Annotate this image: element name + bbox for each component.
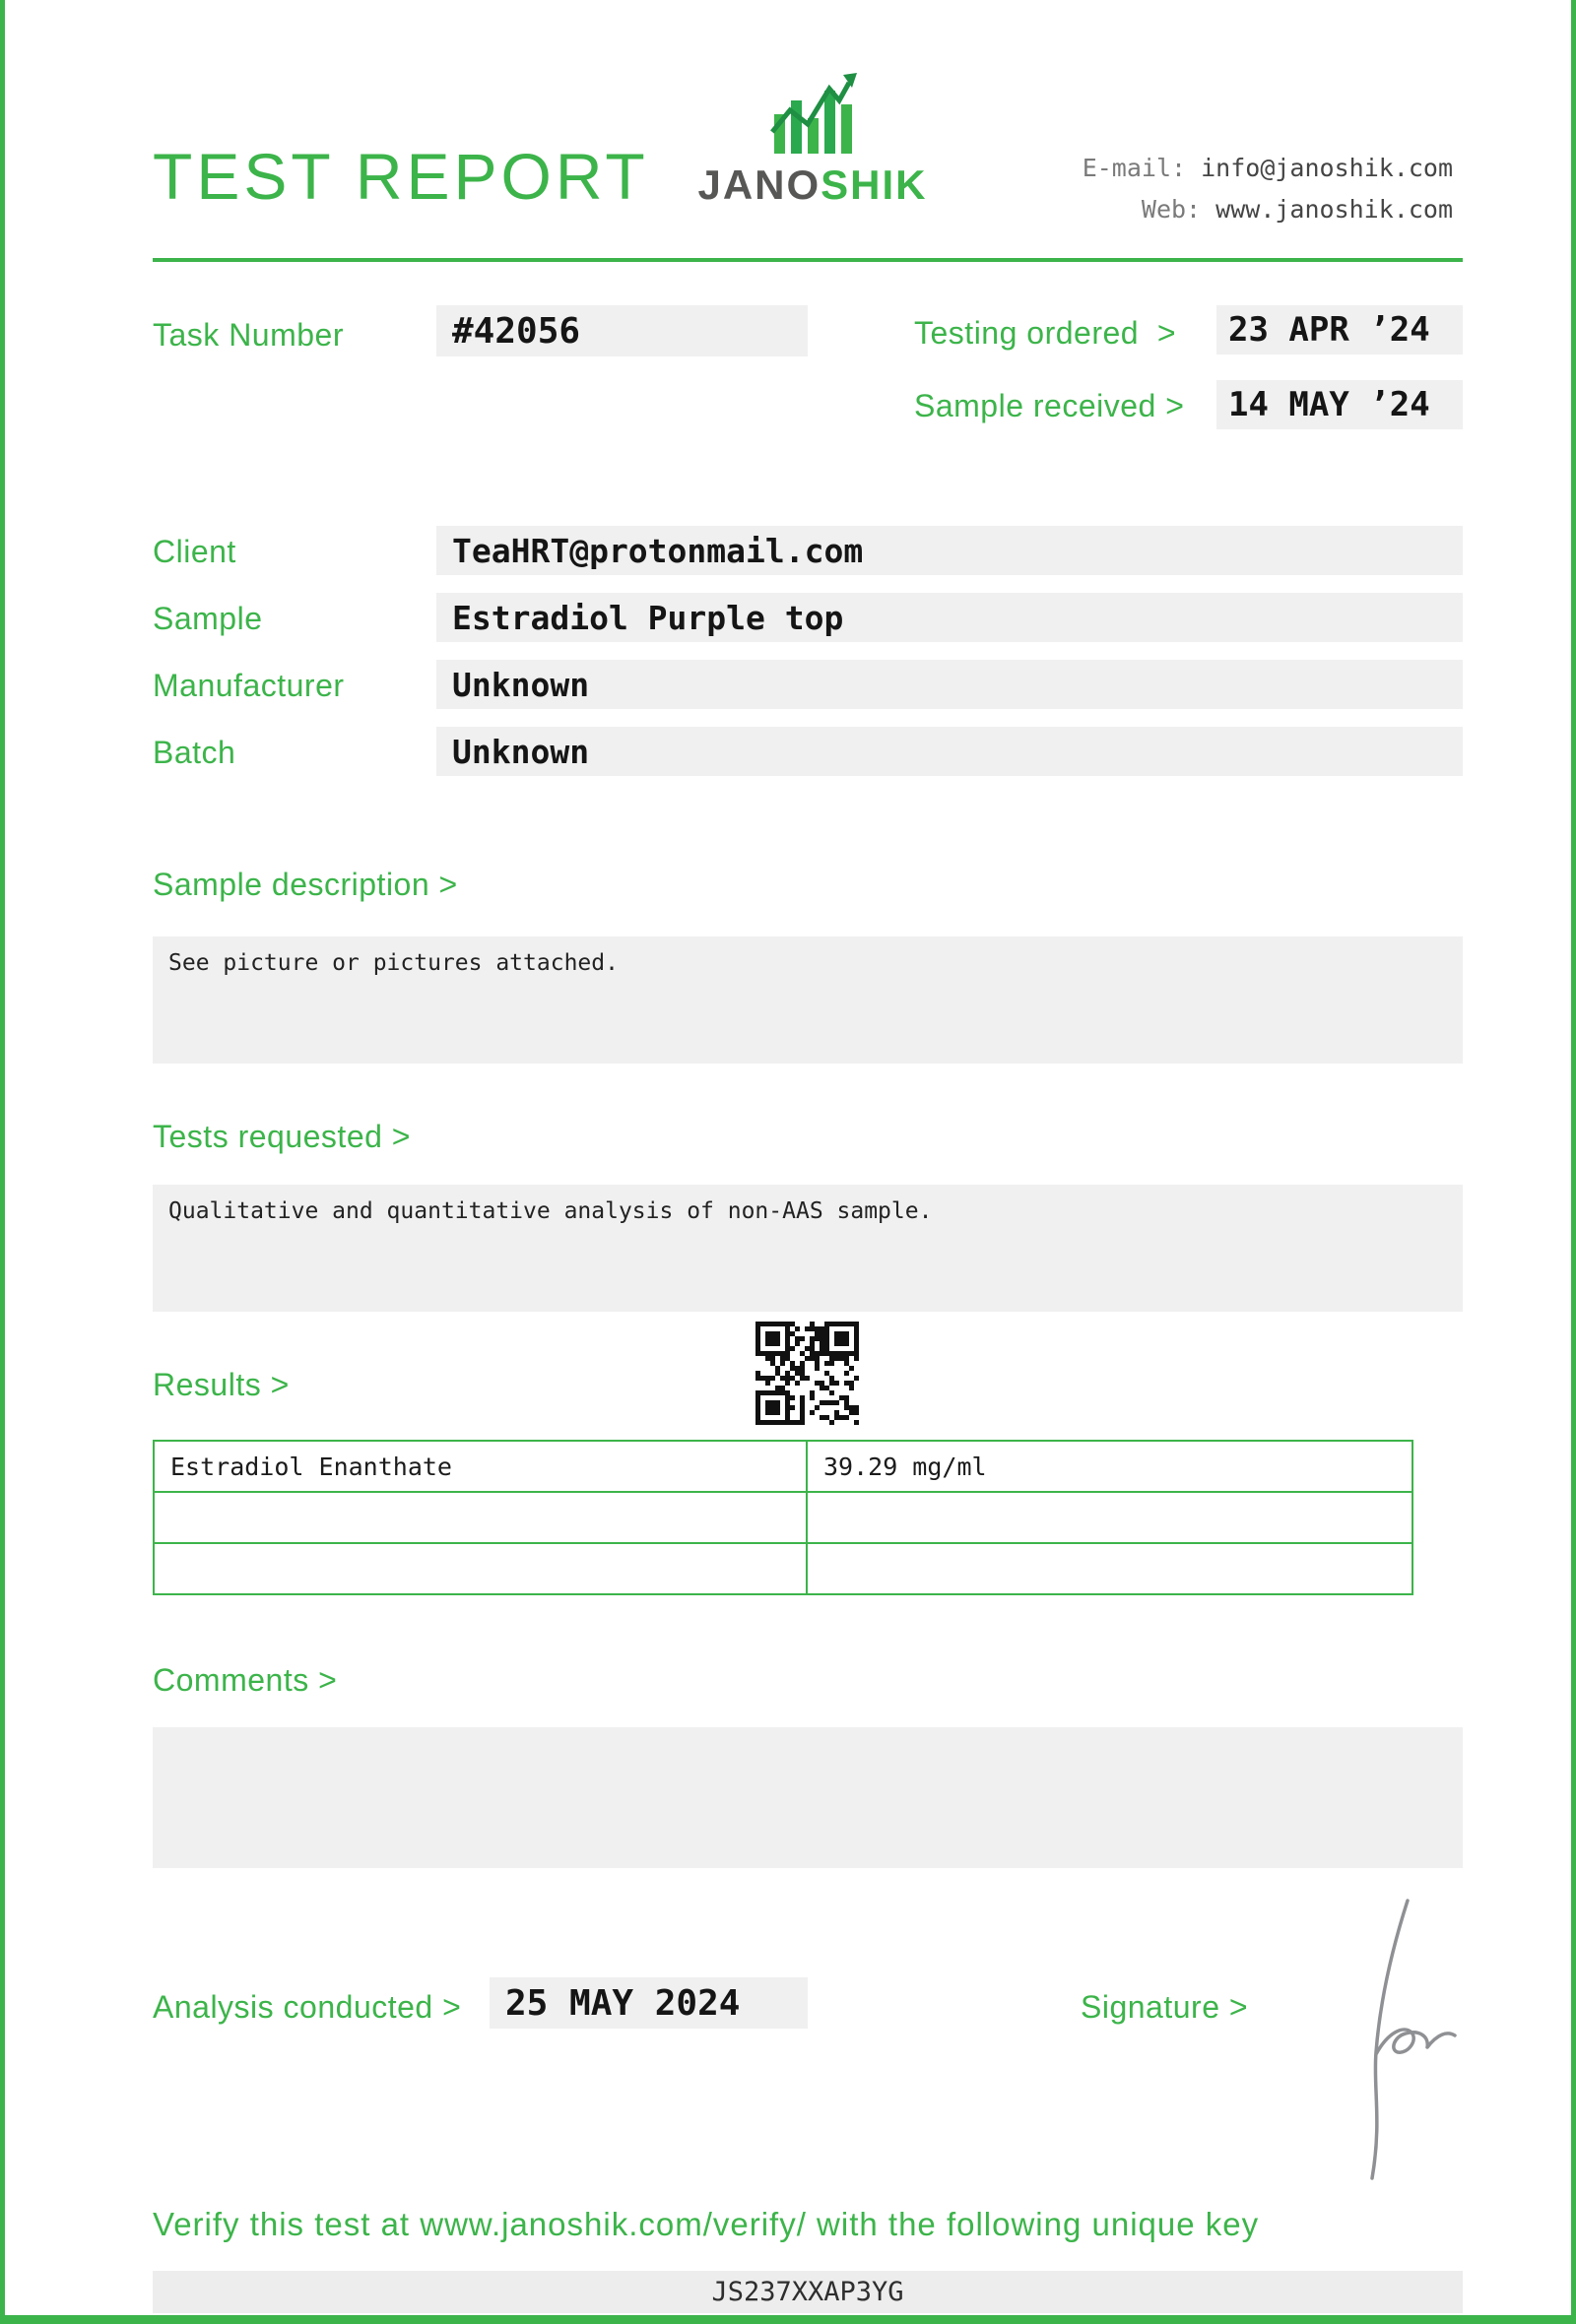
unique-key: JS237XXAP3YG [153, 2271, 1463, 2313]
logo-wordmark [692, 161, 933, 208]
logo-bar-chart-icon [768, 71, 857, 158]
results-substance-cell [155, 1544, 808, 1593]
results-row [155, 1442, 1412, 1491]
results-substance-cell [155, 1493, 808, 1542]
contact-web-line [1083, 189, 1453, 230]
contact-block [1083, 148, 1453, 230]
contact-email-line [1083, 148, 1453, 189]
results-label: Results > [153, 1367, 290, 1402]
sample-value: Estradiol Purple top [436, 593, 1463, 642]
client-label: Client [153, 534, 236, 569]
sample-description-box: See picture or pictures attached. [153, 936, 1463, 1064]
results-amount-cell [808, 1544, 1412, 1593]
comments-label: Comments > [153, 1662, 338, 1698]
qr-code [755, 1322, 859, 1425]
logo-wordmark-left: JANO [697, 161, 821, 208]
sample-description-label: Sample description > [153, 867, 458, 902]
sample-label: Sample [153, 601, 263, 636]
testing-ordered-label: Testing ordered > [914, 315, 1177, 351]
verify-instruction: Verify this test at www.janoshik.com/verify/ with the following unique key [153, 2206, 1260, 2242]
analysis-conducted-value: 25 MAY 2024 [490, 1977, 808, 2029]
results-amount-cell: 39.29 mg/ml [823, 1452, 987, 1481]
comments-box [153, 1727, 1463, 1868]
email-value: info@janoshik.com [1201, 154, 1453, 182]
tests-requested-box: Qualitative and quantitative analysis of non-AAS sample. [153, 1185, 1463, 1312]
web-label: Web: [1141, 195, 1216, 224]
results-amount-cell [808, 1493, 1412, 1542]
sample-received-value: 14 MAY ’24 [1216, 380, 1463, 429]
signature-scribble [1297, 1887, 1465, 2192]
task-number-label: Task Number [153, 317, 344, 353]
results-row [155, 1542, 1412, 1593]
results-row [155, 1491, 1412, 1542]
sample-received-label: Sample received > [914, 388, 1185, 423]
manufacturer-label: Manufacturer [153, 668, 345, 703]
janoshik-logo [692, 71, 933, 206]
page-title: TEST REPORT [153, 140, 649, 213]
task-number-value: #42056 [436, 305, 808, 356]
batch-label: Batch [153, 735, 236, 770]
testing-ordered-value: 23 APR ’24 [1216, 305, 1463, 355]
client-value: TeaHRT@protonmail.com [436, 526, 1463, 575]
tests-requested-label: Tests requested > [153, 1119, 411, 1154]
results-table [153, 1440, 1413, 1595]
header-divider [153, 258, 1463, 262]
manufacturer-value: Unknown [436, 660, 1463, 709]
logo-wordmark-right: SHIK [821, 161, 928, 208]
results-substance-cell: Estradiol Enanthate [155, 1442, 808, 1491]
batch-value: Unknown [436, 727, 1463, 776]
email-label: E-mail: [1082, 154, 1202, 182]
web-value: www.janoshik.com [1215, 195, 1453, 224]
analysis-conducted-label: Analysis conducted > [153, 1989, 462, 2025]
signature-label: Signature > [1081, 1989, 1249, 2025]
